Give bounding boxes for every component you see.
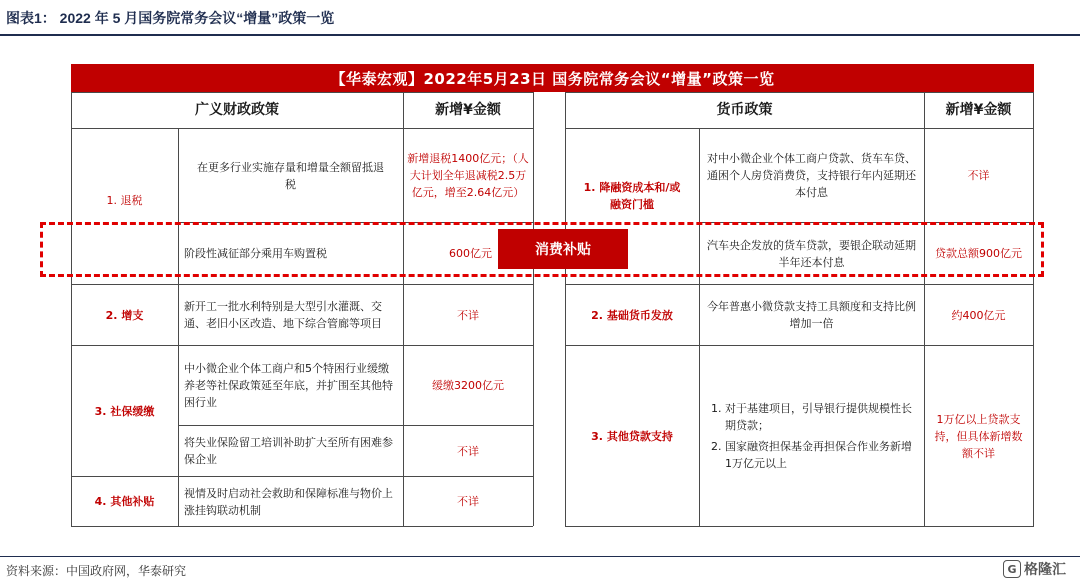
left-row-policy: 在更多行业实施存量和增量全额留抵退税: [197, 160, 384, 191]
left-row-policy: 视情及时启动社会救助和保障标准与物价上涨挂钩联动机制: [184, 486, 393, 517]
left-header-amount: 新增¥金额: [435, 102, 501, 118]
right-row-policy: [699, 346, 924, 526]
left-header-policy: 广义财政政策: [195, 102, 279, 118]
bottom-rule: [0, 556, 1080, 557]
top-rule: [0, 34, 1080, 36]
right-row-amount: 不详: [967, 169, 990, 182]
table-banner: 【华泰宏观】2022年5月23日 国务院常务会议“增量”政策一览: [71, 64, 1034, 92]
left-row-policy: 中小微企业个体工商户和5个特困行业缓缴养老等社保政策延至年底，并扩围至其他特困行业: [184, 362, 393, 409]
left-row-amount: 缓缴3200亿元: [432, 379, 504, 392]
right-row-policy-item: 2. 国家融资担保基金再担保合作业务新增1万亿元以上: [711, 440, 912, 470]
right-row-policy-item: 1. 对于基建项目，引导银行提供规模性长期贷款；: [711, 402, 912, 432]
left-row-amount: 新增退税1400亿元；（人大计划全年退减税2.5万亿元，增至2.64亿元）: [407, 152, 529, 199]
left-category-other-subsidy: 4. 其他补贴: [94, 495, 155, 508]
right-header-policy: 货币政策: [716, 102, 773, 118]
left-row-amount: 不详: [457, 308, 479, 322]
left-category-tax-refund: 1. 退税: [106, 193, 143, 207]
figure-title: 图表1： 2022 年 5 月国务院常务会议“增量”政策一览: [6, 10, 335, 26]
left-row-amount: 不详: [457, 495, 479, 508]
watermark: [1003, 559, 1066, 579]
left-row-amount: 600亿元: [449, 247, 492, 260]
right-row-policy: 对中小微企业个体工商户贷款、货车车贷、通困个人房贷消费贷，支持银行年内延期还本付息: [707, 152, 916, 199]
watermark-text: 格隆汇: [1024, 562, 1066, 578]
right-row-policy: 汽车央企发放的货车贷款，要银企联动延期半年还本付息: [707, 238, 916, 269]
right-row-policy: 今年普惠小微贷款支持工具额度和支持比例增加一倍: [707, 300, 916, 330]
right-header-amount: 新增¥金额: [945, 102, 1012, 118]
right-category-loan-support: 3. 其他贷款支持: [591, 429, 673, 443]
source-note: 资料来源：中国政府网，华泰研究: [6, 564, 187, 578]
left-row-policy: 新开工一批水利特别是大型引水灌溉、交通、老旧小区改造、地下综合管廊等项目: [184, 300, 382, 330]
right-row-amount: 约400亿元: [951, 308, 1006, 322]
right-category-base-money: 2. 基础货币发放: [591, 308, 673, 322]
left-category-spending: 2. 增支: [105, 308, 144, 322]
left-category-social-security: 3. 社保缓缴: [94, 404, 155, 418]
left-row-policy: 阶段性减征部分乘用车购置税: [184, 247, 327, 260]
left-row-policy: 将失业保险留工培训补助扩大至所有困难参保企业: [184, 436, 393, 466]
left-row-amount: 不详: [457, 444, 479, 458]
consumer-subsidy-label: 消费补贴: [498, 229, 628, 269]
right-row-amount: 贷款总额900亿元: [935, 247, 1022, 260]
right-category-financing-cost: 1. 降融资成本和/或融资门槛: [583, 181, 681, 211]
right-row-amount: 1万亿以上贷款支持，但具体新增数额不详: [934, 412, 1023, 460]
watermark-logo-icon: G: [1003, 560, 1021, 578]
